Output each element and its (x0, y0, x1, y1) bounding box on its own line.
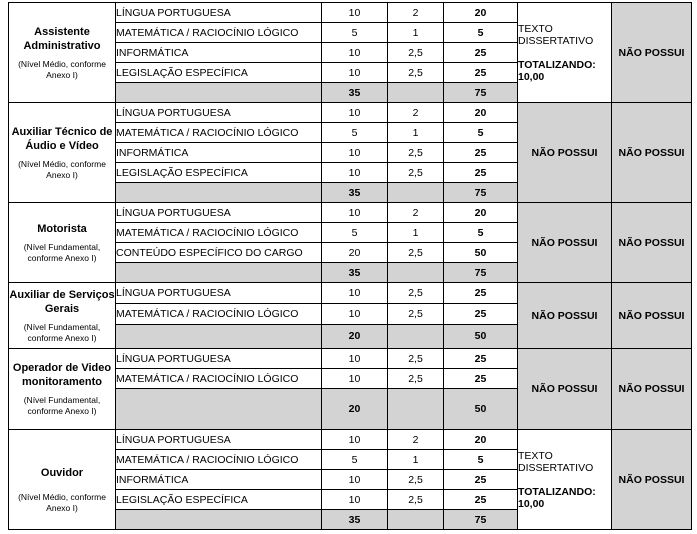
essay-label: TEXTO DISSERTATIVO (518, 449, 594, 474)
total-questions: 35 (322, 263, 388, 283)
questions: 10 (322, 103, 388, 123)
table-row (9, 430, 692, 450)
cargo-name: Operador de Videomonitoramento (12, 362, 112, 388)
questions: 10 (322, 430, 388, 450)
discipline: LÍNGUA PORTUGUESA (116, 103, 322, 123)
cargo-block-assistente-administrativo (9, 3, 692, 103)
cargo-block-motorista (9, 203, 692, 283)
points: 25 (444, 283, 518, 304)
total-spacer (116, 324, 322, 348)
total-questions: 20 (322, 324, 388, 348)
points: 20 (444, 103, 518, 123)
discipline: LÍNGUA PORTUGUESA (116, 203, 322, 223)
total-spacer (388, 263, 444, 283)
cargo-name: Assistente Administrativo (23, 25, 101, 52)
weight: 2 (388, 3, 444, 23)
points: 20 (444, 3, 518, 23)
table-row (9, 3, 692, 23)
points: 25 (444, 143, 518, 163)
total-spacer (388, 510, 444, 530)
cargo-block-ouvidor (9, 430, 692, 530)
essay-total-label: TOTALIZANDO: (518, 485, 596, 498)
cargo-nivel: (Nível Fundamental, conforme Anexo I) (23, 321, 101, 343)
points: 25 (444, 63, 518, 83)
total-spacer (116, 263, 322, 283)
practical-cell: NÃO POSSUI (612, 3, 692, 103)
questions: 20 (322, 243, 388, 263)
weight: 2 (388, 430, 444, 450)
weight: 2,5 (388, 243, 444, 263)
cargo-nivel: (Nível Médio, conforme Anexo I) (18, 491, 106, 513)
weight: 2,5 (388, 349, 444, 369)
total-points: 75 (444, 510, 518, 530)
weight: 2,5 (388, 303, 444, 324)
points: 5 (444, 223, 518, 243)
weight: 2,5 (388, 163, 444, 183)
essay-total-value: 10,00 (518, 70, 545, 83)
points: 20 (444, 430, 518, 450)
questions: 10 (322, 349, 388, 369)
total-points: 50 (444, 324, 518, 348)
table-row (9, 283, 692, 304)
essay-cell: NÃO POSSUI (518, 203, 612, 283)
discipline: LÍNGUA PORTUGUESA (116, 349, 322, 369)
exam-table (8, 2, 692, 530)
cargo-name: Auxiliar Técnico de Áudio e Vídeo (11, 125, 113, 152)
points: 20 (444, 203, 518, 223)
discipline: MATEMÁTICA / RACIOCÍNIO LÓGICO (116, 450, 322, 470)
total-spacer (388, 389, 444, 430)
total-spacer (388, 324, 444, 348)
total-spacer (116, 183, 322, 203)
cargo-block-auxiliar-tecnico (9, 103, 692, 203)
questions: 10 (322, 43, 388, 63)
points: 25 (444, 490, 518, 510)
points: 5 (444, 23, 518, 43)
questions: 10 (322, 63, 388, 83)
discipline: MATEMÁTICA / RACIOCÍNIO LÓGICO (116, 369, 322, 389)
points: 25 (444, 303, 518, 324)
cargo-cell (9, 3, 116, 103)
discipline: INFORMÁTICA (116, 43, 322, 63)
questions: 5 (322, 123, 388, 143)
cargo-block-servicos-gerais (9, 283, 692, 349)
total-questions: 35 (322, 510, 388, 530)
points: 50 (444, 243, 518, 263)
cargo-nivel: (Nível Fundamental, conforme Anexo I) (23, 395, 101, 416)
table-row (9, 103, 692, 123)
discipline: MATEMÁTICA / RACIOCÍNIO LÓGICO (116, 23, 322, 43)
questions: 5 (322, 450, 388, 470)
essay-total-value: 10,00 (518, 497, 545, 510)
questions: 10 (322, 470, 388, 490)
discipline: LÍNGUA PORTUGUESA (116, 283, 322, 304)
total-questions: 35 (322, 183, 388, 203)
practical-cell: NÃO POSSUI (612, 103, 692, 203)
total-points: 50 (444, 389, 518, 430)
questions: 5 (322, 223, 388, 243)
points: 5 (444, 123, 518, 143)
weight: 2,5 (388, 490, 444, 510)
essay-total-label: TOTALIZANDO: (518, 58, 596, 71)
total-spacer (388, 183, 444, 203)
discipline: LEGISLAÇÃO ESPECÍFICA (116, 163, 322, 183)
total-spacer (116, 83, 322, 103)
essay-cell: NÃO POSSUI (518, 283, 612, 349)
questions: 5 (322, 23, 388, 43)
cargo-cell (9, 349, 116, 430)
weight: 1 (388, 23, 444, 43)
discipline: MATEMÁTICA / RACIOCÍNIO LÓGICO (116, 123, 322, 143)
total-questions: 20 (322, 389, 388, 430)
cargo-cell (9, 203, 116, 283)
weight: 2,5 (388, 63, 444, 83)
points: 25 (444, 349, 518, 369)
table-row (9, 203, 692, 223)
weight: 1 (388, 223, 444, 243)
practical-cell: NÃO POSSUI (612, 283, 692, 349)
cargo-name: Ouvidor (40, 466, 84, 479)
essay-cell: NÃO POSSUI (518, 349, 612, 430)
discipline: MATEMÁTICA / RACIOCÍNIO LÓGICO (116, 303, 322, 324)
discipline: LEGISLAÇÃO ESPECÍFICA (116, 490, 322, 510)
essay-cell (518, 3, 612, 103)
total-points: 75 (444, 183, 518, 203)
points: 25 (444, 369, 518, 389)
questions: 10 (322, 369, 388, 389)
cargo-nivel: (Nível Médio, conforme Anexo I) (18, 158, 106, 180)
weight: 2,5 (388, 470, 444, 490)
discipline: LÍNGUA PORTUGUESA (116, 430, 322, 450)
total-points: 75 (444, 263, 518, 283)
essay-cell (518, 430, 612, 530)
practical-cell: NÃO POSSUI (612, 203, 692, 283)
total-points: 75 (444, 83, 518, 103)
cargo-nivel: (Nível Médio, conforme Anexo I) (18, 58, 106, 80)
points: 25 (444, 43, 518, 63)
total-spacer (388, 83, 444, 103)
cargo-nivel: (Nível Fundamental, conforme Anexo I) (23, 241, 101, 263)
weight: 2,5 (388, 43, 444, 63)
discipline: MATEMÁTICA / RACIOCÍNIO LÓGICO (116, 223, 322, 243)
discipline: CONTEÚDO ESPECÍFICO DO CARGO (116, 243, 322, 263)
cargo-name: Auxiliar de Serviços Gerais (9, 288, 115, 315)
questions: 10 (322, 283, 388, 304)
total-spacer (116, 510, 322, 530)
total-questions: 35 (322, 83, 388, 103)
points: 25 (444, 163, 518, 183)
questions: 10 (322, 163, 388, 183)
points: 5 (444, 450, 518, 470)
weight: 1 (388, 123, 444, 143)
weight: 2 (388, 203, 444, 223)
cargo-cell (9, 283, 116, 349)
weight: 2,5 (388, 143, 444, 163)
points: 25 (444, 470, 518, 490)
weight: 2,5 (388, 369, 444, 389)
weight: 2 (388, 103, 444, 123)
questions: 10 (322, 203, 388, 223)
questions: 10 (322, 143, 388, 163)
cargo-cell (9, 430, 116, 530)
discipline: LÍNGUA PORTUGUESA (116, 3, 322, 23)
total-spacer (116, 389, 322, 430)
discipline: INFORMÁTICA (116, 143, 322, 163)
essay-cell: NÃO POSSUI (518, 103, 612, 203)
weight: 1 (388, 450, 444, 470)
questions: 10 (322, 3, 388, 23)
essay-label: TEXTO DISSERTATIVO (518, 22, 594, 47)
cargo-cell (9, 103, 116, 203)
discipline: INFORMÁTICA (116, 470, 322, 490)
practical-cell: NÃO POSSUI (612, 349, 692, 430)
discipline: LEGISLAÇÃO ESPECÍFICA (116, 63, 322, 83)
questions: 10 (322, 490, 388, 510)
questions: 10 (322, 303, 388, 324)
practical-cell: NÃO POSSUI (612, 430, 692, 530)
cargo-name: Motorista (37, 222, 87, 235)
table-row (9, 349, 692, 369)
weight: 2,5 (388, 283, 444, 304)
cargo-block-videomonitoramento (9, 349, 692, 430)
